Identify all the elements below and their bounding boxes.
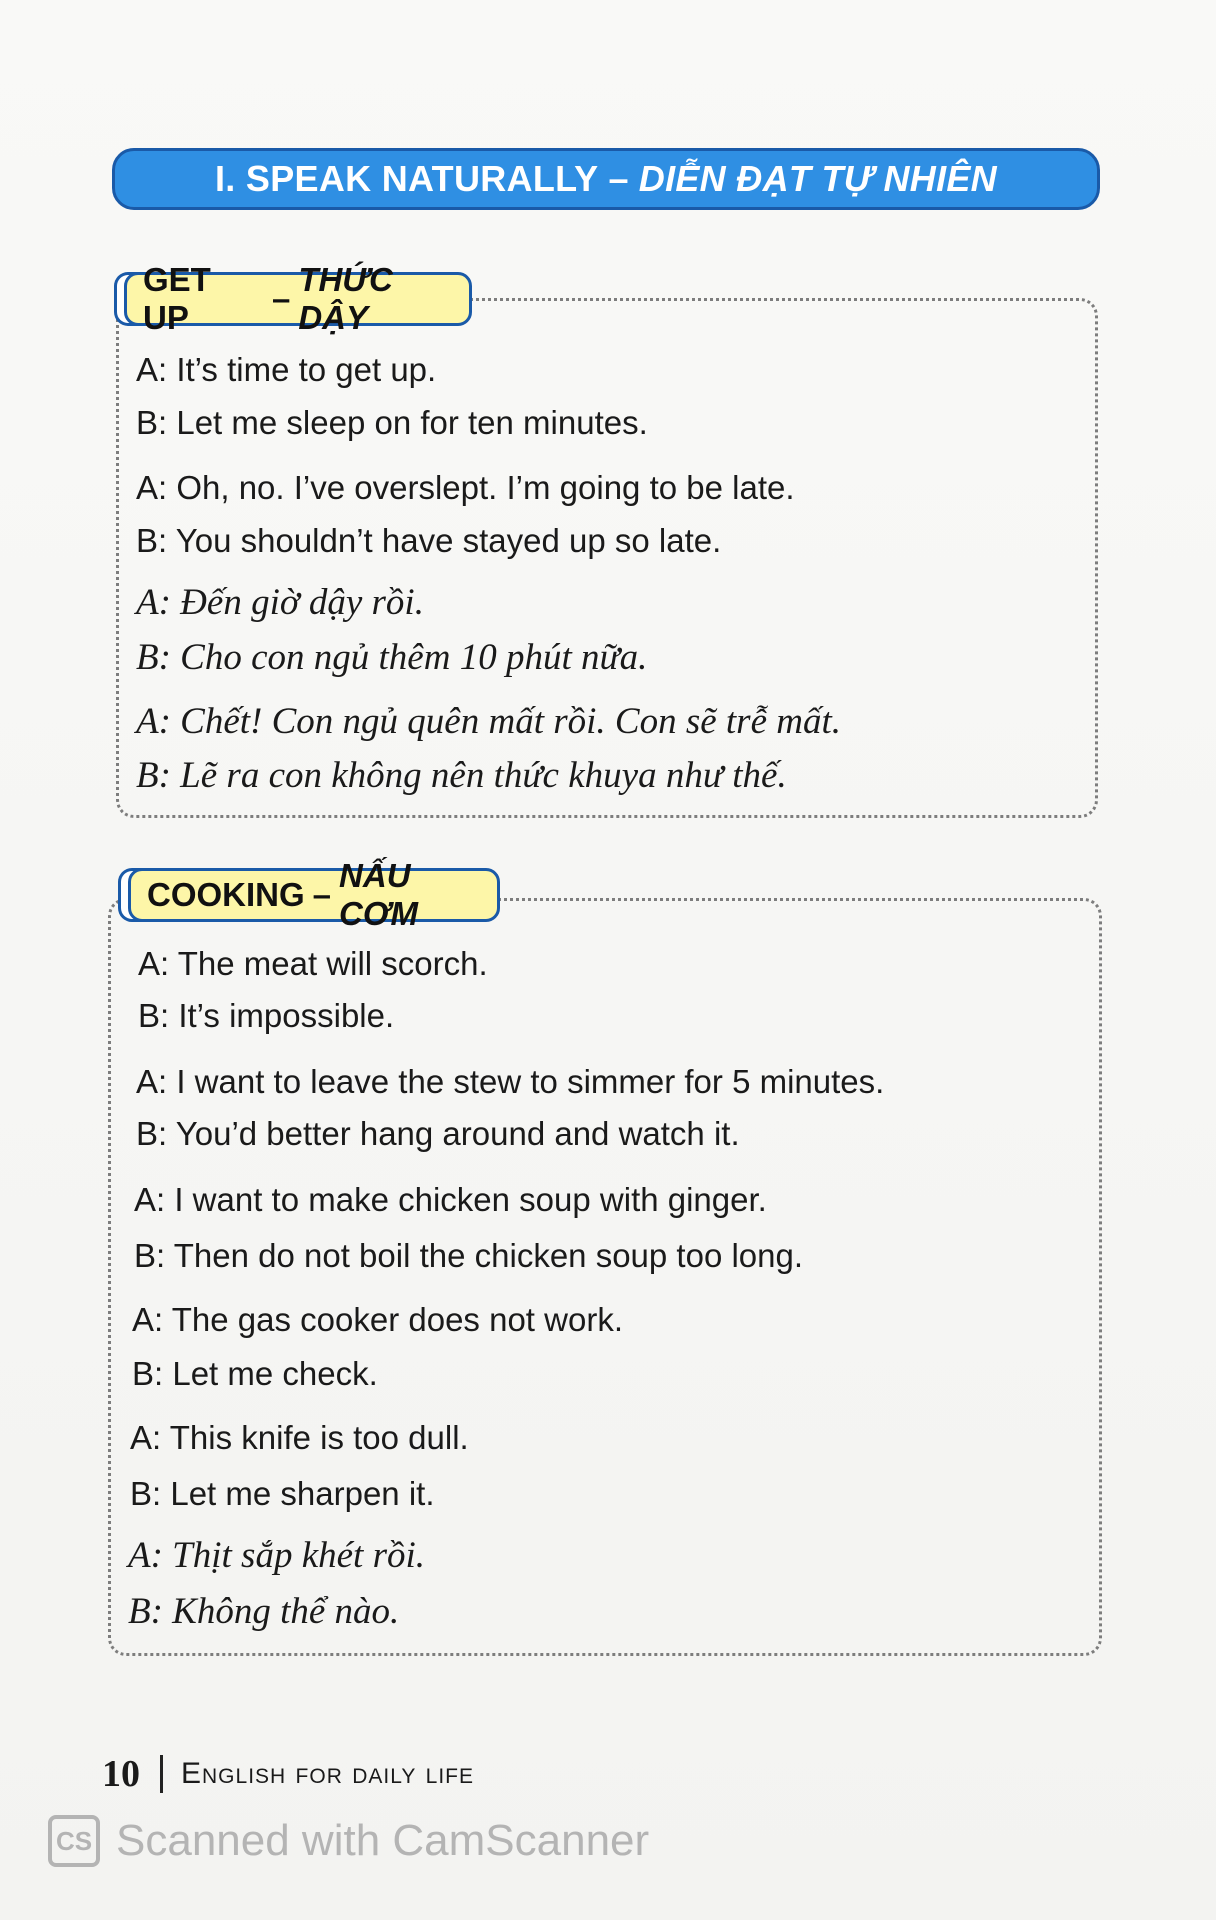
camscanner-watermark: [48, 1815, 649, 1867]
section-title-en: I. SPEAK NATURALLY: [215, 158, 599, 199]
section-title-vi: DIỄN ĐẠT TỰ NHIÊN: [638, 158, 997, 199]
cooking-tag-dash: –: [312, 876, 332, 913]
cooking-line: A: The gas cooker does not work.: [132, 1301, 623, 1338]
cooking-line: A: I want to make chicken soup with ginger.: [134, 1181, 767, 1218]
section-banner: [112, 148, 1100, 210]
getup-tag-en: GET UP: [143, 261, 211, 336]
cooking-vi-line: B: Không thể nào.: [128, 1591, 400, 1632]
cooking-tag-vi: NẤU CƠM: [339, 857, 418, 932]
cooking-line: B: You’d better hang around and watch it.: [136, 1115, 740, 1152]
cooking-line: B: Let me check.: [132, 1355, 378, 1392]
cooking-line: A: This knife is too dull.: [130, 1419, 469, 1456]
cooking-line: A: I want to leave the stew to simmer for 5 minutes.: [136, 1063, 885, 1100]
getup-line: B: Let me sleep on for ten minutes.: [136, 404, 648, 441]
cooking-line: B: Let me sharpen it.: [130, 1475, 435, 1512]
getup-vi-line: B: Cho con ngủ thêm 10 phút nữa.: [136, 637, 648, 678]
book-title: English for daily life: [181, 1757, 475, 1790]
getup-tag-dash: –: [271, 280, 291, 317]
cooking-tag: [128, 857, 500, 932]
cooking-vi-line: A: Thịt sắp khét rồi.: [128, 1535, 426, 1576]
cooking-tag-en: COOKING: [147, 876, 305, 913]
page-number: 10: [102, 1753, 140, 1795]
camscanner-logo-icon: CS: [48, 1815, 100, 1867]
watermark-text: Scanned with CamScanner: [116, 1816, 650, 1865]
getup-line: A: Oh, no. I’ve overslept. I’m going to be late.: [136, 469, 795, 506]
cooking-line: B: Then do not boil the chicken soup too long.: [134, 1237, 804, 1274]
cooking-line: B: It’s impossible.: [138, 997, 395, 1034]
getup-tag: [124, 261, 472, 336]
cooking-line: A: The meat will scorch.: [138, 945, 488, 982]
getup-line: A: It’s time to get up.: [136, 351, 437, 388]
getup-vi-line: A: Đến giờ dậy rồi.: [136, 582, 424, 623]
getup-vi-line: B: Lẽ ra con không nên thức khuya như thế.: [136, 755, 787, 796]
section-title-dash: –: [608, 158, 629, 199]
getup-tag-vi: THỨC DẬY: [298, 261, 393, 336]
footer-divider: [160, 1755, 163, 1793]
getup-vi-line: A: Chết! Con ngủ quên mất rồi. Con sẽ trễ mất.: [136, 701, 842, 742]
getup-line: B: You shouldn’t have stayed up so late.: [136, 522, 722, 559]
page-footer: [102, 1752, 474, 1796]
